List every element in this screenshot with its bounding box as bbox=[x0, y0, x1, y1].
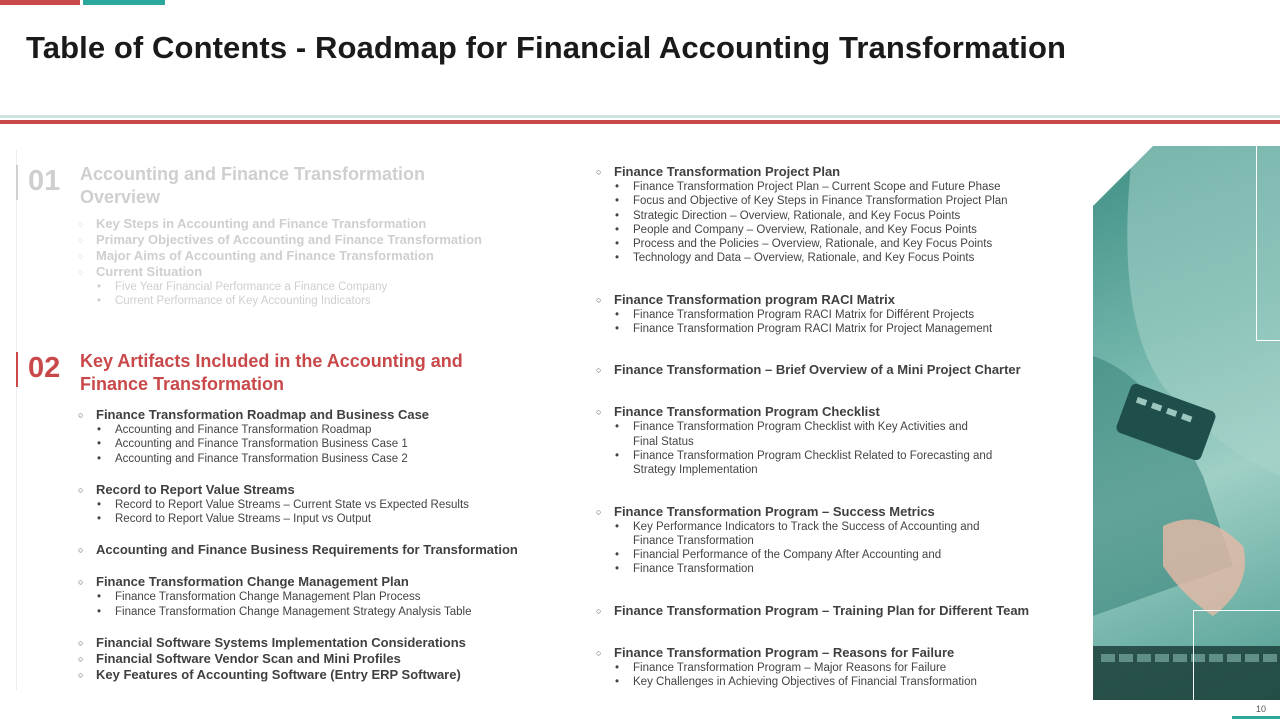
right-subitem: • Focus and Objective of Key Steps in Finance Transformation Project Plan bbox=[596, 194, 1056, 208]
artifact-subitem: • Accounting and Finance Transformation Business Case 2 bbox=[78, 452, 568, 466]
right-subitem: • Finance Transformation Program Checklist Related to Forecasting and Strategy Implementation bbox=[596, 449, 1016, 478]
page-number-rule bbox=[1232, 716, 1280, 719]
right-group-title: ○ Finance Transformation program RACI Matrix bbox=[596, 292, 1056, 308]
section-02-number: 02 bbox=[28, 352, 61, 384]
title-rule-red bbox=[0, 120, 1280, 124]
right-subitem: • Key Challenges in Achieving Objectives of Financial Transformation bbox=[596, 675, 1056, 689]
photo-corner-cut bbox=[1093, 146, 1153, 206]
section-02-header bbox=[16, 350, 508, 396]
page-title: Table of Contents - Roadmap for Financial Accounting Transformation bbox=[26, 30, 1067, 65]
artifact-group-title: ○ Key Features of Accounting Software (Entry ERP Software) bbox=[78, 667, 568, 683]
section-01-subitem: • Current Performance of Key Accounting Indicators bbox=[78, 294, 558, 308]
right-subitem: • Finance Transformation Program Checklist with Key Activities and Final Status bbox=[596, 420, 991, 449]
section-01-list bbox=[78, 216, 558, 309]
section-01-header bbox=[16, 163, 508, 209]
section-01-item: ○ Key Steps in Accounting and Finance Transformation bbox=[78, 216, 558, 232]
right-group-title: ○ Finance Transformation Project Plan bbox=[596, 164, 1056, 180]
section-01-title: Accounting and Finance Transformation Overview bbox=[80, 164, 426, 207]
artifact-group-title: ○ Record to Report Value Streams bbox=[78, 482, 568, 498]
left-guide-line bbox=[16, 150, 17, 690]
photo-frame-top-right bbox=[1256, 146, 1280, 341]
right-group-title: ○ Finance Transformation Program Checklist bbox=[596, 404, 1056, 420]
right-subitem: • Process and the Policies – Overview, Rationale, and Key Focus Points bbox=[596, 237, 1056, 251]
artifact-group-title: ○ Financial Software Systems Implementation Considerations bbox=[78, 635, 568, 651]
section-02-title: Key Artifacts Included in the Accounting and Finance Transformation bbox=[80, 351, 463, 394]
right-group-title: ○ Finance Transformation Program – Reasons for Failure bbox=[596, 645, 1056, 661]
right-subitem: • Finance Transformation Program – Major Reasons for Failure bbox=[596, 661, 1056, 675]
right-group-title: ○ Finance Transformation Program – Training Plan for Different Team bbox=[596, 603, 1056, 619]
artifact-subitem: • Accounting and Finance Transformation Roadmap bbox=[78, 423, 568, 437]
artifact-subitem: • Record to Report Value Streams – Input vs Output bbox=[78, 512, 568, 526]
top-accent-teal bbox=[83, 0, 165, 5]
section-01-item: ○ Major Aims of Accounting and Finance Transformation bbox=[78, 248, 558, 264]
right-subitem: • Finance Transformation Project Plan – Current Scope and Future Phase bbox=[596, 180, 1056, 194]
right-group-title: ○ Finance Transformation Program – Success Metrics bbox=[596, 504, 1056, 520]
section-01-item: ○ Primary Objectives of Accounting and Finance Transformation bbox=[78, 232, 558, 248]
artifact-subitem: • Accounting and Finance Transformation Business Case 1 bbox=[78, 437, 568, 451]
right-subitem: • Financial Performance of the Company After Accounting and bbox=[596, 548, 1056, 562]
artifact-subitem: • Record to Report Value Streams – Current State vs Expected Results bbox=[78, 498, 568, 512]
artifact-group-title: ○ Finance Transformation Roadmap and Business Case bbox=[78, 407, 568, 423]
right-subitem: • Finance Transformation bbox=[596, 562, 1056, 576]
title-rule-teal bbox=[0, 115, 1280, 118]
photo-frame-bottom-right bbox=[1193, 610, 1280, 700]
section-01-number: 01 bbox=[28, 165, 61, 197]
artifact-group-title: ○ Finance Transformation Change Management Plan bbox=[78, 574, 568, 590]
top-accent-red bbox=[0, 0, 80, 5]
right-subitem: • Strategic Direction – Overview, Rationale, and Key Focus Points bbox=[596, 209, 1056, 223]
artifact-subitem: • Finance Transformation Change Management Plan Process bbox=[78, 590, 568, 604]
right-group-title: ○ Finance Transformation – Brief Overview of a Mini Project Charter bbox=[596, 362, 1056, 378]
right-subitem: • Key Performance Indicators to Track the Success of Accounting and Finance Transformation bbox=[596, 520, 1001, 549]
artifact-subitem: • Finance Transformation Change Management Strategy Analysis Table bbox=[78, 605, 568, 619]
right-subitem: • Finance Transformation Program RACI Matrix for Project Management bbox=[596, 322, 1056, 336]
right-subitem: • People and Company – Overview, Rationale, and Key Focus Points bbox=[596, 223, 1056, 237]
artifact-group-title: ○ Accounting and Finance Business Requirements for Transformation bbox=[78, 542, 568, 558]
section-01-subitem: • Five Year Financial Performance a Finance Company bbox=[78, 280, 558, 294]
right-subitem: • Technology and Data – Overview, Rationale, and Key Focus Points bbox=[596, 251, 1056, 265]
right-subitem: • Finance Transformation Program RACI Matrix for Différent Projects bbox=[596, 308, 1056, 322]
artifact-group-title: ○ Financial Software Vendor Scan and Mini Profiles bbox=[78, 651, 568, 667]
section-01-item: ○ Current Situation bbox=[78, 264, 558, 280]
section-02-list bbox=[78, 407, 568, 683]
page-number: 10 bbox=[1255, 704, 1266, 714]
right-column-list bbox=[596, 164, 1056, 689]
